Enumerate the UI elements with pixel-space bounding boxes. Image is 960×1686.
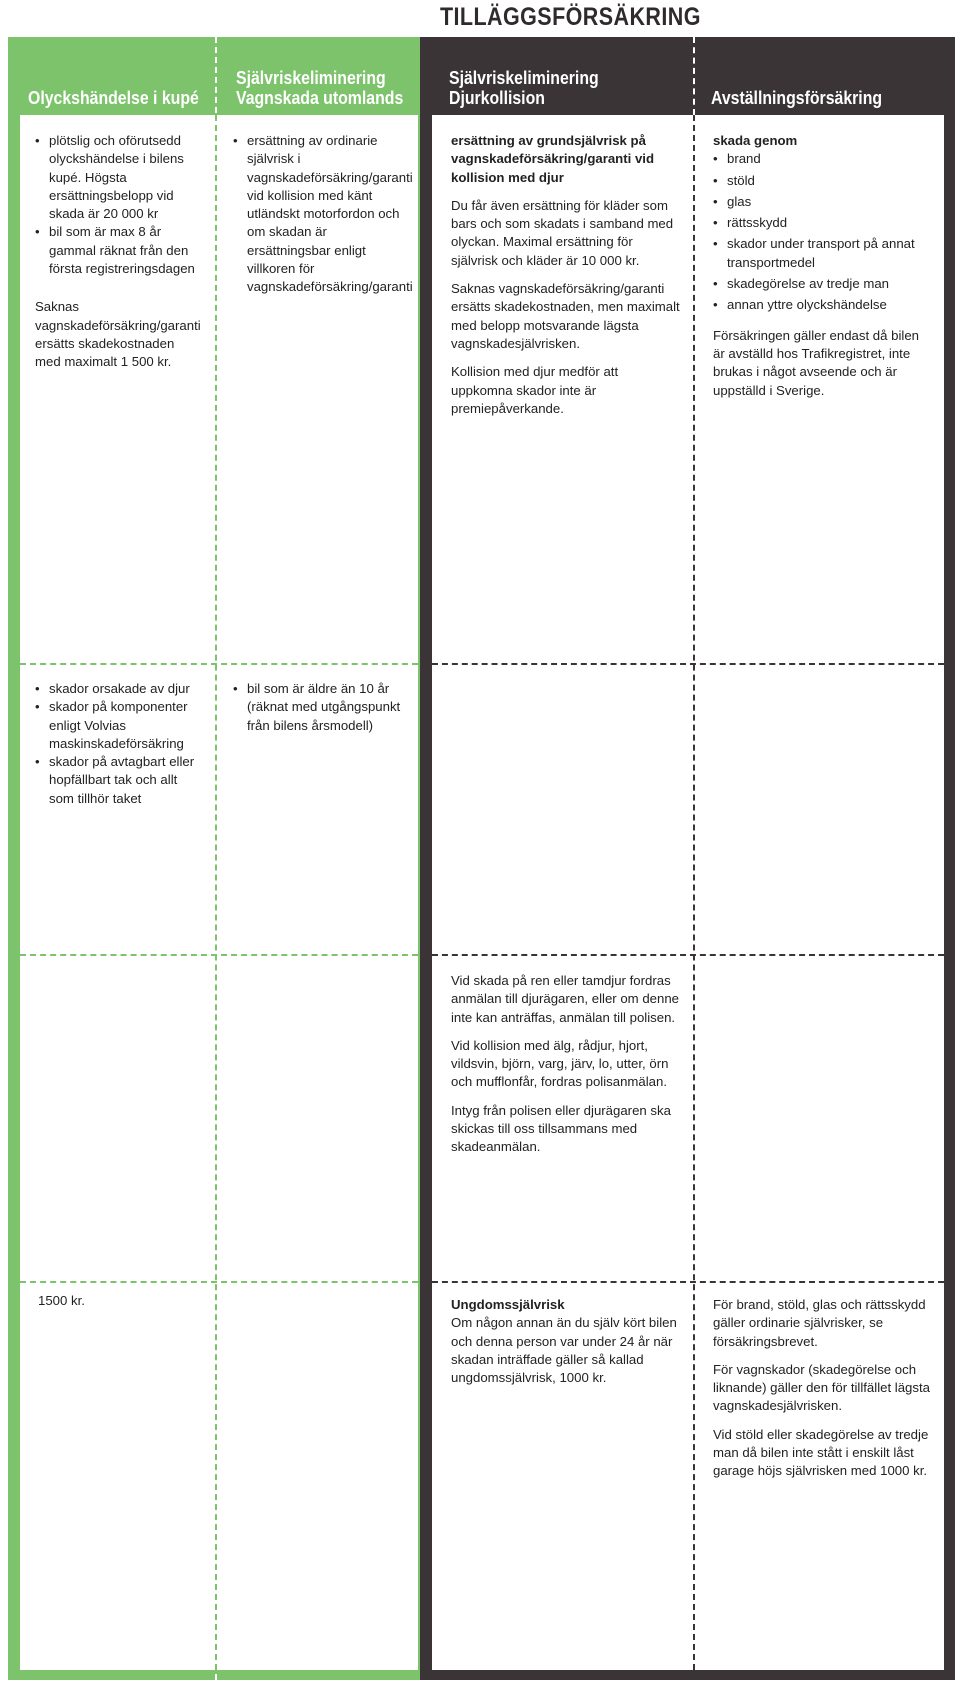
- list-item: • skador på komponenter enligt Volvias maskinskadeförsäkring: [49, 698, 198, 753]
- list-item: • skador under transport på annat transportmedel: [727, 235, 933, 272]
- list-item: • bil som är max 8 år gammal räknat från den första registreringsdagen: [49, 223, 198, 278]
- paragraph: För brand, stöld, glas och rättsskydd gäller ordinarie självrisker, se försäkringsbrevet.: [713, 1297, 926, 1349]
- row-divider: [20, 1281, 418, 1283]
- cell-row4-col3: [451, 1296, 681, 1397]
- paragraph: Intyg från polisen eller djurägaren ska skickas till oss tillsammans med skadeanmälan.: [451, 1102, 671, 1155]
- lead-text: skada genom: [713, 133, 798, 148]
- paragraph: För vagnskador (skadegörelse och liknande) gäller den för tillfället lägsta vagnskadesjälvrisken.: [713, 1361, 930, 1414]
- paragraph: Kollision med djur medför att uppkomna skador inte är premiepåverkande.: [451, 364, 619, 416]
- paragraph: Du får även ersättning för kläder som bars och som skadats i samband med olyckan. Maximal ersättning för självrisk och kläder är 10 000 kr.: [451, 197, 674, 268]
- row-divider: [20, 663, 418, 665]
- row-divider: [432, 663, 944, 665]
- cell-row1-col3: [451, 132, 681, 428]
- cell-row2-col1: [35, 680, 198, 808]
- list-item: • plötslig och oförutsedd olyckshändelse i bilens kupé. Högsta ersättningsbelopp vid skada är 20 000 kr: [49, 132, 198, 223]
- header-olyckshandelse: Olyckshändelse i kupé: [28, 88, 199, 108]
- header-avstallningsforsakring: Avställningsförsäkring: [711, 88, 883, 108]
- paragraph: Vid stöld eller skadegörelse av tredje man då bilen inte stått i enskilt låst garage höjs självrisken med 1000 kr.: [713, 1426, 929, 1479]
- list-item: • glas: [727, 193, 933, 211]
- list-item: • bil som är äldre än 10 år (räknat med utgångspunkt från bilens årsmodell): [247, 680, 403, 735]
- list-item: • skador orsakade av djur: [49, 680, 198, 698]
- column-divider: [693, 37, 695, 115]
- list-item: • ersättning av ordinarie självrisk i vagnskadeförsäkring/garanti vid kollision med känt utländskt motorfordon och om skadan är ersättningsbar enligt villkoren för vagnskadeförsäkring/garanti: [247, 132, 403, 297]
- list-item: • stöld: [727, 172, 933, 190]
- cell-row3-col3: [451, 972, 681, 1167]
- paragraph: Försäkringen gäller endast då bilen är avställd hos Trafikregistret, inte brukas i något avseende och är uppställd i Sverige.: [713, 327, 919, 398]
- cell-row4-col4: [713, 1296, 938, 1491]
- list-item: • skadegörelse av tredje man: [727, 275, 933, 293]
- header-vagnskada-utomlands: Självriskeliminering Vagnskada utomlands: [236, 68, 404, 108]
- list-item: • skador på avtagbart eller hopfällbart tak och allt som tillhör taket: [49, 753, 198, 808]
- paragraph: Vid skada på ren eller tamdjur fordras anmälan till djurägaren, eller om denne inte kan anträffas, anmälan till polisen.: [451, 973, 679, 1025]
- list-item: • rättsskydd: [727, 214, 933, 232]
- cell-row4-col1: [38, 1292, 201, 1320]
- paragraph: Vid kollision med älg, rådjur, hjort, vildsvin, björn, varg, järv, lo, utter, örn och mufflonfår, fordras polisanmälan.: [451, 1037, 669, 1090]
- header-djurkollision: Självriskeliminering Djurkollision: [449, 68, 599, 108]
- lead-text: ersättning av grundsjälvrisk på vagnskadeförsäkring/garanti vid kollision med djur: [451, 133, 655, 185]
- row-divider: [20, 954, 418, 956]
- paragraph: 1500 kr.: [38, 1293, 85, 1308]
- column-divider: [693, 115, 695, 1670]
- lead-text: Ungdomssjälvrisk: [451, 1297, 565, 1312]
- cell-row2-col2: [233, 680, 403, 735]
- page-title: TILLÄGGSFÖRSÄKRING: [439, 3, 701, 31]
- cell-row1-col1: [35, 132, 201, 382]
- row-divider: [432, 1281, 944, 1283]
- list-item: • brand: [727, 150, 933, 168]
- column-divider: [215, 115, 217, 1670]
- cell-row1-col2: [233, 132, 413, 297]
- row-divider: [432, 954, 944, 956]
- paragraph: Saknas vagnskadeförsäkring/garanti ersätts skadekostnaden med maximalt 1 500 kr.: [35, 299, 201, 370]
- paragraph: Om någon annan än du själv kört bilen och denna person var under 24 år när skadan inträffade gäller så kallad ungdomssjälvrisk, 1000 kr.: [451, 1315, 677, 1386]
- list-item: • annan yttre olyckshändelse: [727, 296, 933, 314]
- cell-row1-col4: [713, 132, 933, 410]
- paragraph: Saknas vagnskadeförsäkring/garanti ersätts skadekostnaden, men maximalt med belopp motsvarande lägsta vagnskadesjälvrisken.: [451, 281, 680, 351]
